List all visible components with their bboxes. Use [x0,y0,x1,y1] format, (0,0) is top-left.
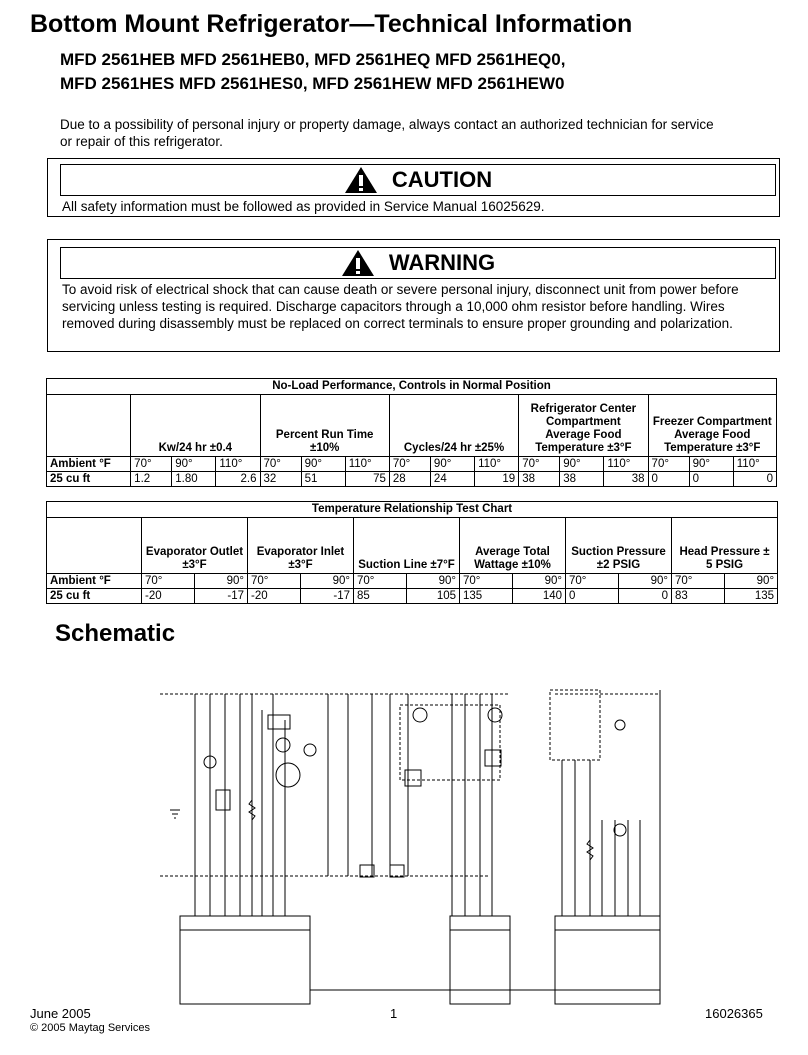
temprel-header-evap-outlet: Evaporator Outlet ±3°F [142,518,248,574]
temprel-ambient-cell: 70° [460,574,513,589]
temprel-ambient-cell: 90° [301,574,354,589]
caution-text: All safety information must be followed as provided in Service Manual 16025629. [62,199,545,214]
intro-paragraph: Due to a possibility of personal injury or property damage, always contact an authorized technician for service or repair of this refrigerator. [60,117,714,149]
temprel-ambient-cell: 70° [566,574,619,589]
noload-header-freezer-temp: Freezer Compartment Average Food Temperature ±3°F [648,395,776,457]
warning-triangle-icon [344,166,378,194]
noload-value-cell: 32 [260,472,301,487]
temprel-value-cell: 135 [460,589,513,604]
noload-ambient-cell: 90° [172,457,216,472]
noload-value-cell: 2.6 [216,472,260,487]
noload-ambient-cell: 110° [604,457,648,472]
model-list-line-1: MFD 2561HEB MFD 2561HEB0, MFD 2561HEQ MFD 2561HEQ0, [60,50,566,69]
noload-ambient-cell: 110° [345,457,389,472]
temprel-value-cell: -20 [142,589,195,604]
schematic-heading: Schematic [55,620,176,647]
temprel-value-cell: 0 [619,589,672,604]
temprel-header-suction-pressure: Suction Pressure ±2 PSIG [566,518,672,574]
temprel-value-cell: 135 [725,589,778,604]
temprel-ambient-cell: 70° [354,574,407,589]
temprel-header-blank [47,518,142,574]
noload-ambient-cell: 70° [648,457,689,472]
page-number: 1 [390,1006,398,1021]
noload-ambient-cell: 90° [430,457,474,472]
document-number: 16026365 [705,1006,763,1021]
temprel-header-wattage: Average Total Wattage ±10% [460,518,566,574]
noload-ambient-cell: 70° [131,457,172,472]
noload-value-cell: 51 [301,472,345,487]
noload-ambient-cell: 90° [301,457,345,472]
temprel-title: Temperature Relationship Test Chart [47,502,778,518]
warning-box [47,239,780,352]
noload-ambient-cell: 110° [475,457,519,472]
temprel-ambient-cell: 90° [725,574,778,589]
noload-ambient-cell: 70° [260,457,301,472]
model-list-line-2: MFD 2561HES MFD 2561HES0, MFD 2561HEW MFD 2561HEW0 [60,74,565,93]
noload-table [46,378,777,487]
noload-ambient-label: Ambient °F [47,457,131,472]
temprel-ambient-cell: 90° [619,574,672,589]
warning-header [60,247,776,279]
caution-heading: CAUTION [391,167,493,192]
temprel-ambient-cell: 90° [407,574,460,589]
temprel-table [46,501,778,604]
copyright: © 2005 Maytag Services [30,1022,150,1034]
noload-value-cell: 19 [475,472,519,487]
noload-value-cell: 75 [345,472,389,487]
noload-ambient-cell: 90° [689,457,733,472]
temprel-ambient-cell: 90° [513,574,566,589]
temprel-value-cell: 85 [354,589,407,604]
temprel-value-cell: -17 [195,589,248,604]
temprel-header-evap-inlet: Evaporator Inlet ±3°F [248,518,354,574]
page-title: Bottom Mount Refrigerator—Technical Information [30,10,633,38]
temprel-ambient-cell: 90° [195,574,248,589]
temprel-value-cell: -17 [301,589,354,604]
caution-header [60,164,776,196]
noload-value-cell: 24 [430,472,474,487]
noload-header-runtime: Percent Run Time ±10% [260,395,389,457]
temprel-value-cell: 140 [513,589,566,604]
noload-value-cell: 28 [389,472,430,487]
noload-header-fridge-temp: Refrigerator Center Compartment Average Food Temperature ±3°F [519,395,648,457]
warning-triangle-icon [341,249,375,277]
footer-date: June 2005 [30,1006,91,1021]
noload-value-cell: 0 [648,472,689,487]
noload-value-cell: 38 [519,472,560,487]
noload-value-cell: 1.2 [131,472,172,487]
noload-value-cell: 38 [604,472,648,487]
noload-ambient-cell: 110° [733,457,776,472]
noload-ambient-cell: 70° [519,457,560,472]
noload-value-cell: 0 [689,472,733,487]
noload-ambient-cell: 110° [216,457,260,472]
noload-header-cycles: Cycles/24 hr ±25% [389,395,518,457]
noload-value-cell: 38 [560,472,604,487]
temprel-value-cell: -20 [248,589,301,604]
noload-value-cell: 1.80 [172,472,216,487]
noload-header-kw: Kw/24 hr ±0.4 [131,395,260,457]
temprel-ambient-cell: 70° [672,574,725,589]
temprel-value-cell: 83 [672,589,725,604]
temprel-value-cell: 0 [566,589,619,604]
noload-ambient-cell: 70° [389,457,430,472]
temprel-ambient-cell: 70° [248,574,301,589]
noload-value-cell: 0 [733,472,776,487]
warning-heading: WARNING [388,250,496,275]
temprel-header-head-pressure: Head Pressure ± 5 PSIG [672,518,778,574]
noload-title: No-Load Performance, Controls in Normal Position [47,379,777,395]
noload-row-label: 25 cu ft [47,472,131,487]
wiring-schematic-diagram [150,680,670,1005]
temprel-header-suction-line: Suction Line ±7°F [354,518,460,574]
temprel-ambient-cell: 70° [142,574,195,589]
temprel-value-cell: 105 [407,589,460,604]
noload-header-blank [47,395,131,457]
warning-text: To avoid risk of electrical shock that can cause death or severe personal injury, disconnect unit from power before servicing unless testing is required. Discharge capacitors through a 10,000 ohm resistor before handling. Wires removed during disassembly must be replaced on correct terminals to ensure proper grounding and polarization. [62,282,739,331]
caution-box [47,158,780,217]
temprel-row-label: 25 cu ft [47,589,142,604]
noload-ambient-cell: 90° [560,457,604,472]
temprel-ambient-label: Ambient °F [47,574,142,589]
